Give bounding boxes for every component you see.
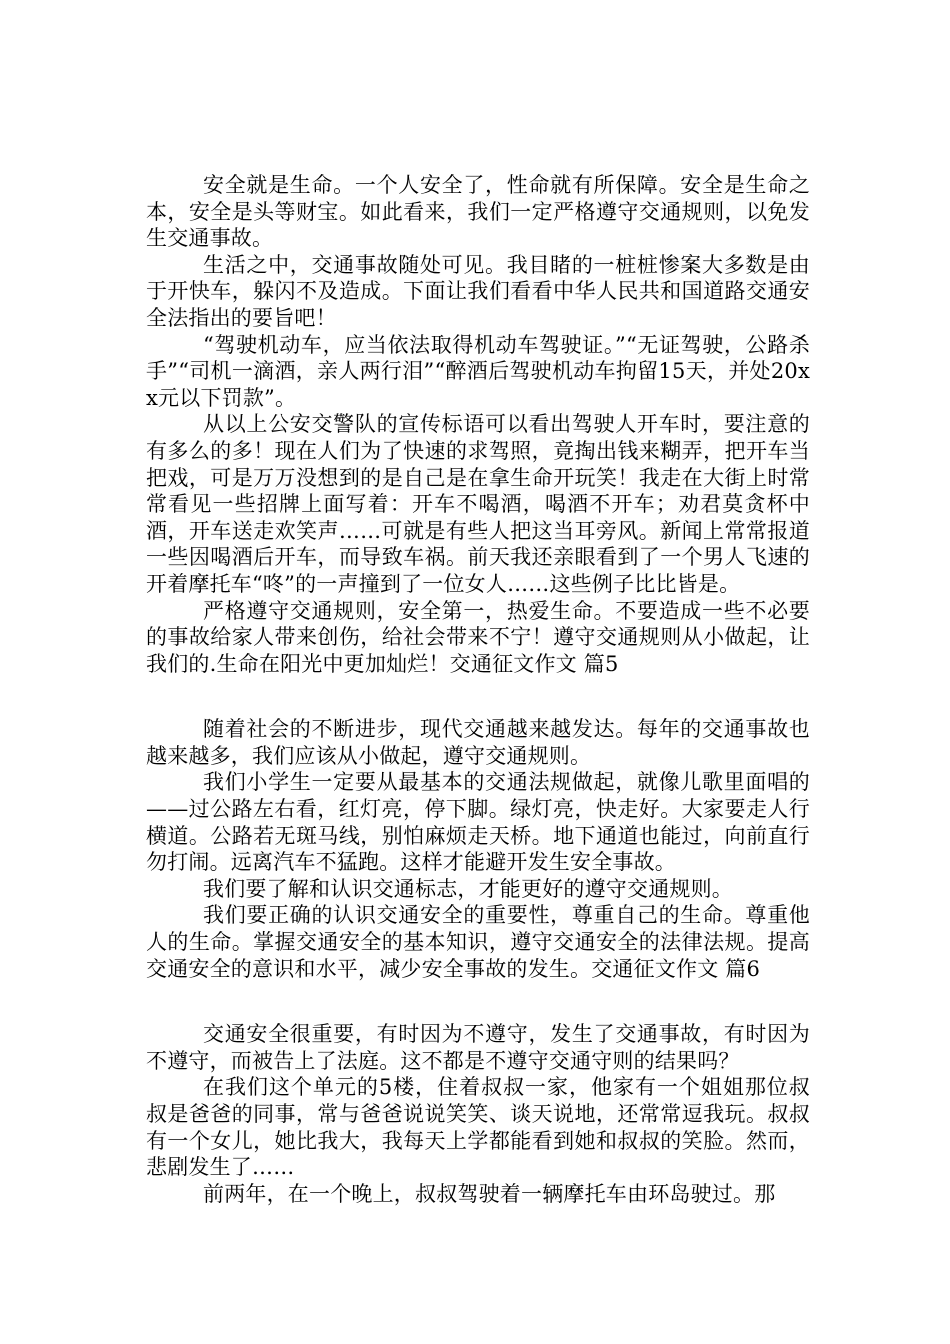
- paragraph: 严格遵守交通规则，安全第一，热爱生命。不要造成一些不必要的事故给家人带来创伤，给社会带来不宁！遵守交通规则从小做起，让我们的.生命在阳光中更加灿烂！交通征文作文 篇5: [146, 598, 810, 676]
- section-gap: [146, 982, 810, 1021]
- paragraph: 随着社会的不断进步，现代交通越来越发达。每年的交通事故也越来越多，我们应该从小做起，遵守交通规则。: [146, 717, 810, 768]
- section-gap: [146, 677, 810, 716]
- paragraph: 安全就是生命。一个人安全了，性命就有所保障。安全是生命之本，安全是头等财宝。如此看来，我们一定严格遵守交通规则，以免发生交通事故。: [146, 173, 810, 251]
- paragraph: “驾驶机动车，应当依法取得机动车驾驶证。”“无证驾驶，公路杀手”“司机一滴酒，亲人两行泪”“醉酒后驾驶机动车拘留15天，并处20xx元以下罚款”。: [146, 332, 810, 410]
- paragraph: 我们要正确的认识交通安全的重要性，尊重自己的生命。尊重他人的生命。掌握交通安全的基本知识，遵守交通安全的法律法规。提高交通安全的意识和水平，减少安全事故的发生。交通征文作文 篇6: [146, 903, 810, 981]
- paragraph: 前两年，在一个晚上，叔叔驾驶着一辆摩托车由环岛驶过。那: [203, 1181, 776, 1206]
- paragraph: 生活之中，交通事故随处可见。我目睹的一桩桩惨案大多数是由于开快车，躲闪不及造成。下面让我们看看中华人民共和国道路交通安全法指出的要旨吧！: [146, 252, 810, 330]
- paragraph: 在我们这个单元的5楼，住着叔叔一家，他家有一个姐姐那位叔叔是爸爸的同事，常与爸爸说说笑笑、谈天说地，还常常逗我玩。叔叔有一个女儿，她比我大，我每天上学都能看到她和叔叔的笑脸。然而，悲剧发生了……: [146, 1075, 810, 1180]
- document-body: [146, 172, 810, 1207]
- paragraph: 我们小学生一定要从最基本的交通法规做起，就像儿歌里面唱的——过公路左右看，红灯亮，停下脚。绿灯亮，快走好。大家要走人行横道。公路若无斑马线，别怕麻烦走天桥。地下通道也能过，向前直行勿打闹。远离汽车不猛跑。这样才能避开发生安全事故。: [146, 770, 810, 875]
- paragraph: 交通安全很重要，有时因为不遵守，发生了交通事故，有时因为不遵守，而被告上了法庭。这不都是不遵守交通守则的结果吗？: [146, 1022, 810, 1073]
- paragraph: 我们要了解和认识交通标志，才能更好的遵守交通规则。: [203, 876, 733, 901]
- paragraph: 从以上公安交警队的宣传标语可以看出驾驶人开车时，要注意的有多么的多！现在人们为了快速的求驾照，竟掏出钱来糊弄，把开车当把戏，可是万万没想到的是自己是在拿生命开玩笑！我走在大街上时常常看见一些招牌上面写着：开车不喝酒，喝酒不开车；劝君莫贪杯中酒，开车送走欢笑声……可就是有些人把这当耳旁风。新闻上常常报道一些因喝酒后开车，而导致车祸。前天我还亲眼看到了一个男人飞速的开着摩托车“咚”的一声撞到了一位女人……这些例子比比皆是。: [146, 412, 810, 596]
